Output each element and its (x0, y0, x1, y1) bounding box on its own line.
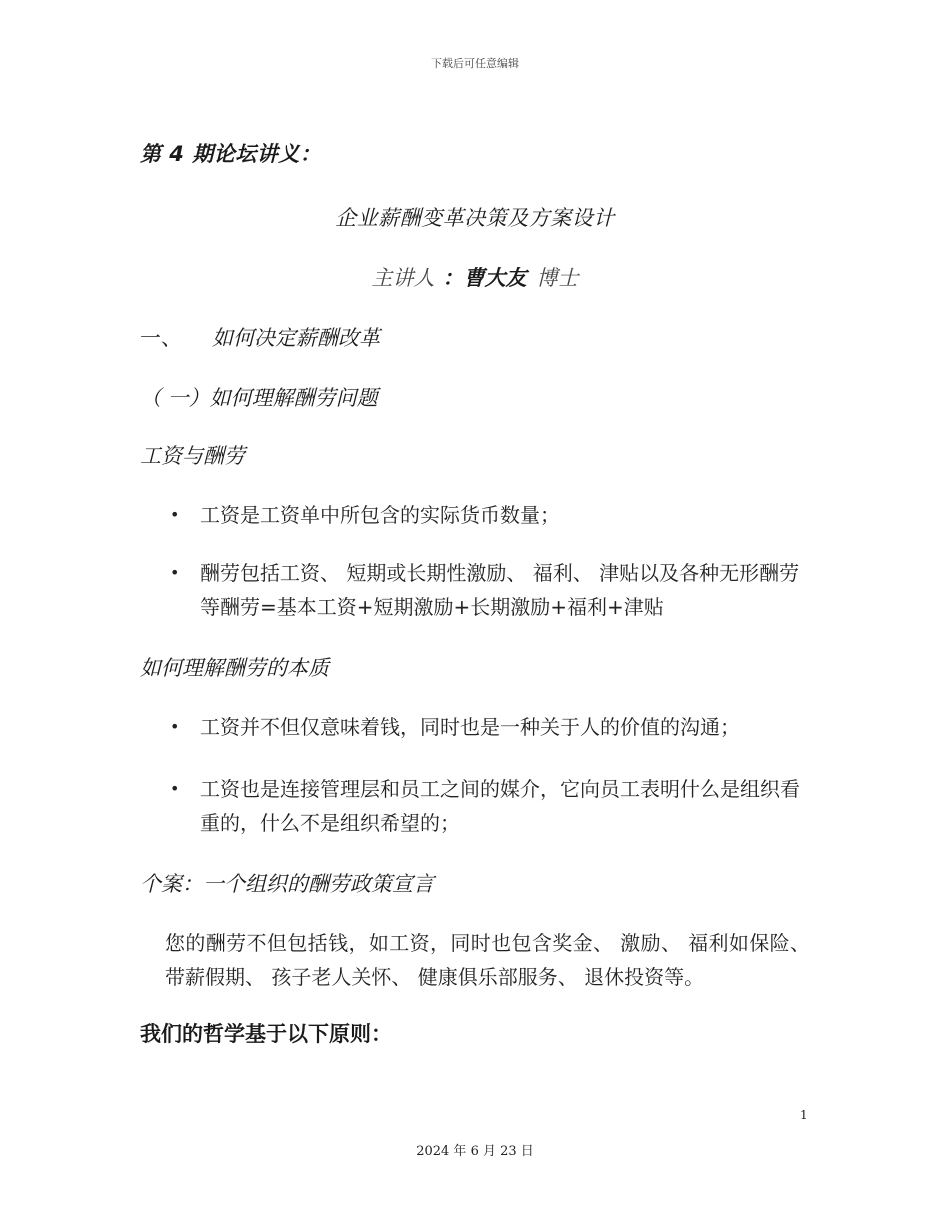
list-item: • 工资也是连接管理层和员工之间的媒介，它向员工表明什么是组织看重的，什么不是组织希望的； (170, 772, 810, 840)
issue-title: 第 4 期论坛讲义： (140, 142, 322, 166)
topic-heading-essence: 如何理解酬劳的本质 (140, 656, 329, 680)
principles-heading: 我们的哲学基于以下原则： (140, 1022, 392, 1046)
case-body: 您的酬劳不但包括钱，如工资，同时也包含奖金、 激励、 福利如保险、 带薪假期、 孩子老人关怀、 健康俱乐部服务、 退休投资等。 (165, 931, 810, 989)
section-heading (140, 322, 810, 352)
speaker-line (140, 262, 810, 292)
topic-heading-wage: 工资与酬劳 (140, 444, 245, 468)
list-item: • 工资并不但仅意味着钱，同时也是一种关于人的价值的沟通； (170, 710, 810, 744)
header-note: 下载后可任意编辑 (431, 57, 519, 70)
essence-bullet-list (140, 710, 810, 840)
speaker-suffix: 博士 (536, 266, 579, 290)
list-item: • 工资是工资单中所包含的实际货币数量； (170, 498, 810, 532)
speaker-name: 曹大友 (463, 266, 527, 290)
speaker-colon: ： (442, 266, 464, 290)
footer-date: 2024 年 6 月 23 日 (416, 1144, 534, 1159)
case-heading: 个案：一个组织的酬劳政策宣言 (140, 872, 434, 896)
document-body (140, 130, 810, 1048)
wage-bullet-list (140, 498, 810, 624)
subsection-heading: （ 一）如何理解酬劳问题 (140, 386, 378, 410)
list-item: • 酬劳包括工资、 短期或长期性激励、 福利、 津贴以及各种无形酬劳等酬劳=基本工资+短期激励+长期激励+福利+津贴 (170, 556, 810, 624)
page-number: 1 (800, 1108, 808, 1122)
section-title: 如何决定薪酬改革 (212, 326, 380, 350)
speaker-label: 主讲人 (371, 266, 435, 290)
section-number: 一、 (140, 326, 182, 350)
main-title: 企业薪酬变革决策及方案设计 (335, 206, 615, 230)
